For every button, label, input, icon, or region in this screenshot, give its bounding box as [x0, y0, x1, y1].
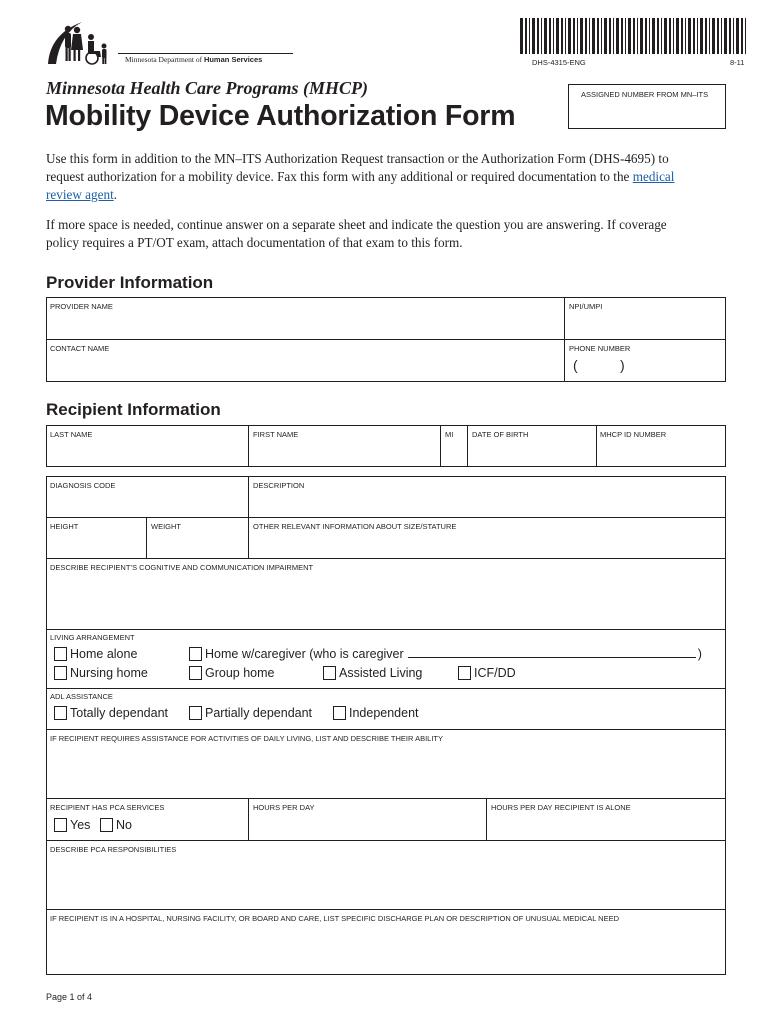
- option-label: ICF/DD: [474, 666, 516, 680]
- provider-name-field[interactable]: PROVIDER NAME: [50, 302, 113, 311]
- intro-paragraph-1: Use this form in addition to the MN–ITS Authorization Request transaction or the Authorization Form (DHS-4695) to request authorization for a mobility device. Fax this form with any additional or required documentation to the medical review agent.: [46, 151, 675, 202]
- caregiver-name-line[interactable]: [408, 657, 696, 658]
- divider: [596, 425, 597, 467]
- checkbox[interactable]: [54, 666, 67, 680]
- option-label: Group home: [205, 666, 275, 680]
- agency-name: Minnesota Department of Human Services: [125, 55, 263, 64]
- pca-services-label: RECIPIENT HAS PCA SERVICES: [50, 803, 165, 812]
- mhcp-id-field[interactable]: MHCP ID NUMBER: [600, 430, 667, 439]
- living-assisted-living[interactable]: [323, 666, 422, 680]
- divider: [248, 476, 249, 558]
- npi-field[interactable]: NPI/UMPI: [569, 302, 603, 311]
- program-name: Minnesota Health Care Programs (MHCP): [46, 78, 369, 98]
- divider: [46, 517, 726, 518]
- option-label: ): [697, 647, 702, 661]
- divider: [46, 909, 726, 910]
- divider: [46, 798, 726, 799]
- form-id: DHS-4315-ENG: [532, 58, 586, 67]
- divider: [486, 798, 487, 840]
- divider: [46, 688, 726, 689]
- other-size-info-field[interactable]: OTHER RELEVANT INFORMATION ABOUT SIZE/STATURE: [253, 522, 457, 531]
- description-field[interactable]: DESCRIPTION: [253, 481, 305, 490]
- recipient-section-heading: Recipient Information: [46, 400, 221, 419]
- divider: [46, 840, 726, 841]
- option-label: Yes: [70, 818, 91, 832]
- adl-totally-dependant[interactable]: [54, 706, 168, 720]
- checkbox[interactable]: [54, 647, 67, 661]
- recipient-details-table: [46, 476, 726, 975]
- adl-independent[interactable]: [333, 706, 419, 720]
- checkbox[interactable]: [54, 706, 67, 720]
- pca-yes[interactable]: [54, 818, 90, 832]
- middle-initial-field[interactable]: MI: [445, 430, 454, 439]
- divider: [467, 425, 468, 467]
- intro-paragraph-2: If more space is needed, continue answer on a separate sheet and indicate the question you are answering. If coverage policy requires a PT/OT exam, attach documentation of that exam to this form.: [46, 217, 667, 250]
- option-label: No: [116, 818, 132, 832]
- logo-rule: [118, 53, 293, 54]
- divider: [440, 425, 441, 467]
- divider: [146, 517, 147, 558]
- page-title: Mobility Device Authorization Form: [45, 100, 516, 132]
- dhs-logo: [46, 20, 122, 66]
- phone-area-open: (: [573, 357, 578, 373]
- barcode-image: [520, 18, 748, 54]
- option-label: Assisted Living: [339, 666, 423, 680]
- pca-no[interactable]: [100, 818, 132, 832]
- adl-assistance-label: ADL ASSISTANCE: [50, 692, 113, 701]
- living-icf-dd[interactable]: [458, 666, 516, 680]
- checkbox[interactable]: [333, 706, 346, 720]
- weight-field[interactable]: WEIGHT: [151, 522, 181, 531]
- divider: [248, 798, 249, 840]
- hours-per-day-field[interactable]: HOURS PER DAY: [253, 803, 315, 812]
- cognitive-impairment-field[interactable]: DESCRIBE RECIPIENT’S COGNITIVE AND COMMUNICATION IMPAIRMENT: [50, 563, 314, 572]
- option-label: Independent: [349, 706, 419, 720]
- option-label: Partially dependant: [205, 706, 313, 720]
- checkbox[interactable]: [100, 818, 113, 832]
- divider: [248, 425, 249, 467]
- provider-row-divider: [46, 339, 726, 340]
- option-label: Totally dependant: [70, 706, 168, 720]
- first-name-field[interactable]: FIRST NAME: [253, 430, 299, 439]
- discharge-plan-field[interactable]: IF RECIPIENT IS IN A HOSPITAL, NURSING FACILITY, OR BOARD AND CARE, LIST SPECIFIC DISCHARGE PLAN OR DESCRIPTION OF UNUSUAL MEDICAL NEED: [50, 914, 620, 923]
- checkbox[interactable]: [323, 666, 336, 680]
- divider: [46, 629, 726, 630]
- revision-date: 8-11: [730, 58, 745, 67]
- adl-describe-field[interactable]: IF RECIPIENT REQUIRES ASSISTANCE FOR ACTIVITIES OF DAILY LIVING, LIST AND DESCRIBE THEIR ABILITY: [50, 734, 444, 743]
- living-group-home[interactable]: [189, 666, 274, 680]
- checkbox[interactable]: [189, 647, 202, 661]
- provider-col-divider: [564, 297, 565, 382]
- living-home-caregiver[interactable]: [189, 647, 702, 661]
- medical-review-agent-link[interactable]: medical review agent: [46, 169, 675, 202]
- page-number: Page 1 of 4: [46, 992, 93, 1002]
- pca-responsibilities-field[interactable]: DESCRIBE PCA RESPONSIBILITIES: [50, 845, 177, 854]
- option-label: Home w/caregiver (who is caregiver: [205, 647, 404, 661]
- checkbox[interactable]: [54, 818, 67, 832]
- last-name-field[interactable]: LAST NAME: [50, 430, 93, 439]
- living-home-alone[interactable]: [54, 647, 137, 661]
- diagnosis-code-field[interactable]: DIAGNOSIS CODE: [50, 481, 116, 490]
- divider: [46, 729, 726, 730]
- provider-section-heading: Provider Information: [46, 273, 214, 292]
- phone-number-field[interactable]: PHONE NUMBER: [569, 344, 631, 353]
- contact-name-field[interactable]: CONTACT NAME: [50, 344, 110, 353]
- living-nursing-home[interactable]: [54, 666, 148, 680]
- checkbox[interactable]: [189, 706, 202, 720]
- option-label: Nursing home: [70, 666, 148, 680]
- date-of-birth-field[interactable]: DATE OF BIRTH: [472, 430, 529, 439]
- assigned-number-field[interactable]: [568, 84, 726, 129]
- hours-alone-field[interactable]: HOURS PER DAY RECIPIENT IS ALONE: [491, 803, 631, 812]
- assigned-number-label: ASSIGNED NUMBER FROM MN–ITS: [581, 90, 709, 99]
- checkbox[interactable]: [189, 666, 202, 680]
- checkbox[interactable]: [458, 666, 471, 680]
- living-arrangement-label: LIVING ARRANGEMENT: [50, 633, 135, 642]
- divider: [46, 558, 726, 559]
- option-label: Home alone: [70, 647, 138, 661]
- height-field[interactable]: HEIGHT: [50, 522, 79, 531]
- adl-partially-dependant[interactable]: [189, 706, 312, 720]
- phone-area-close: ): [620, 357, 625, 373]
